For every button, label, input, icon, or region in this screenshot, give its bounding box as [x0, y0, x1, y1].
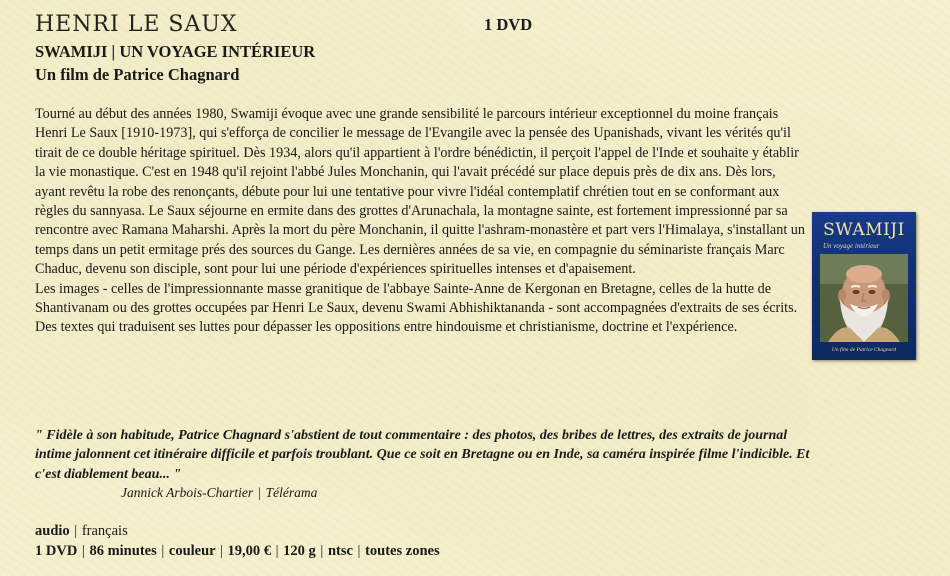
audio-label: audio: [35, 523, 70, 539]
cover-credit: Un film de Patrice Chagnard: [831, 347, 897, 353]
separator: |: [257, 485, 262, 500]
review-author: Jannick Arbois-Chartier: [121, 485, 254, 500]
separator: |: [74, 523, 78, 539]
review-attribution: [121, 485, 317, 501]
spec-video-standard: ntsc: [327, 543, 353, 559]
separator: |: [320, 543, 324, 559]
audio-language: français: [81, 523, 128, 539]
spec-duration: 86 minutes: [89, 543, 157, 559]
product-specs: [35, 543, 440, 560]
spec-weight: 120 g: [283, 543, 316, 559]
cover-subtitle: Un voyage intérieur: [823, 242, 880, 250]
spec-disc-count: 1 DVD: [35, 543, 78, 559]
description-paragraph-1: Tourné au début des années 1980, Swamiji évoque avec une grande sensibilité le parcours intérieur exceptionnel du moine français Henri Le Saux [1910-1973], qui s'efforça de concilier le message de l'Evangile avec la pensée des Upanishads, vivant les vérités qu'il tirait de ce double héritage spirituel. Dès 1934, alors qu'il appartient à l'ordre bénédictin, il perçoit l'appel de l'Inde et souhaite y établir la vie monastique. C'est en 1948 qu'il rejoint l'abbé Jules Monchanin, qui l'avait précédé sur place depuis près de dix ans. Dès lors, ayant revêtu la robe des renonçants, débute pour lui une tentative pour vivre l'idéal contemplatif chrétien tout en se conformant aux règles du sannyasa. Le Saux séjourne en ermite dans des grottes d'Arunachala, la montagne sainte, est fortement impressionné par sa rencontre avec Ramana Maharshi. Après la mort du père Monchanin, il quitte l'ashram-monastère et part vers l'Himalaya, s'installant un temps dans un petit ermitage prés des sources du Gange. Les dernières années de sa vie, en compagnie du séminariste français Marc Chaduc, devenu son disciple, sont pour lui une période d'expériences spirituelles intenses et d'apaisement.: [35, 106, 805, 278]
separator: |: [275, 543, 279, 559]
separator: |: [81, 543, 85, 559]
review-source: Télérama: [265, 485, 318, 500]
description-paragraph-2: Les images - celles de l'impressionnante masse granitique de l'abbaye Sainte-Anne de Kergonan en Bretagne, celles de la hutte de Shantivanam ou des grottes occupées par Henri Le Saux, devenu Swami Abhishiktananda - sont accompagnées d'extraits de ses écrits. Des textes qui traduisent ses luttes pour dépasser les oppositions entre hindouisme et christianisme, doctrine et l'expérience.: [35, 280, 798, 336]
cover-portrait: [820, 254, 908, 342]
cover-title: SWAMIJI: [823, 220, 905, 240]
separator: |: [357, 543, 361, 559]
director-credit: Un film de Patrice Chagnard: [35, 65, 240, 84]
separator: |: [161, 543, 165, 559]
dvd-cover-image: [812, 212, 916, 360]
spec-price: 19,00 €: [227, 543, 271, 559]
film-title: SWAMIJI | UN VOYAGE INTÉRIEUR: [35, 42, 316, 61]
separator: |: [219, 543, 223, 559]
format-label: 1 DVD: [484, 15, 533, 34]
review-quote: " Fidèle à son habitude, Patrice Chagnard s'abstient de tout commentaire : des photos, des bribes de lettres, des extraits de journal intime jalonnent cet itinéraire difficile et parfois troublant. Que ce soit en Bretagne ou en Inde, sa caméra inspirée filme l'indicible. Et c'est diablement beau... ": [35, 428, 810, 482]
spec-color: couleur: [168, 543, 216, 559]
spec-region: toutes zones: [365, 543, 440, 559]
audio-info: [35, 523, 128, 540]
film-description: [35, 105, 807, 338]
author-title: HENRI LE SAUX: [35, 12, 238, 37]
portrait-illustration: [820, 254, 908, 342]
